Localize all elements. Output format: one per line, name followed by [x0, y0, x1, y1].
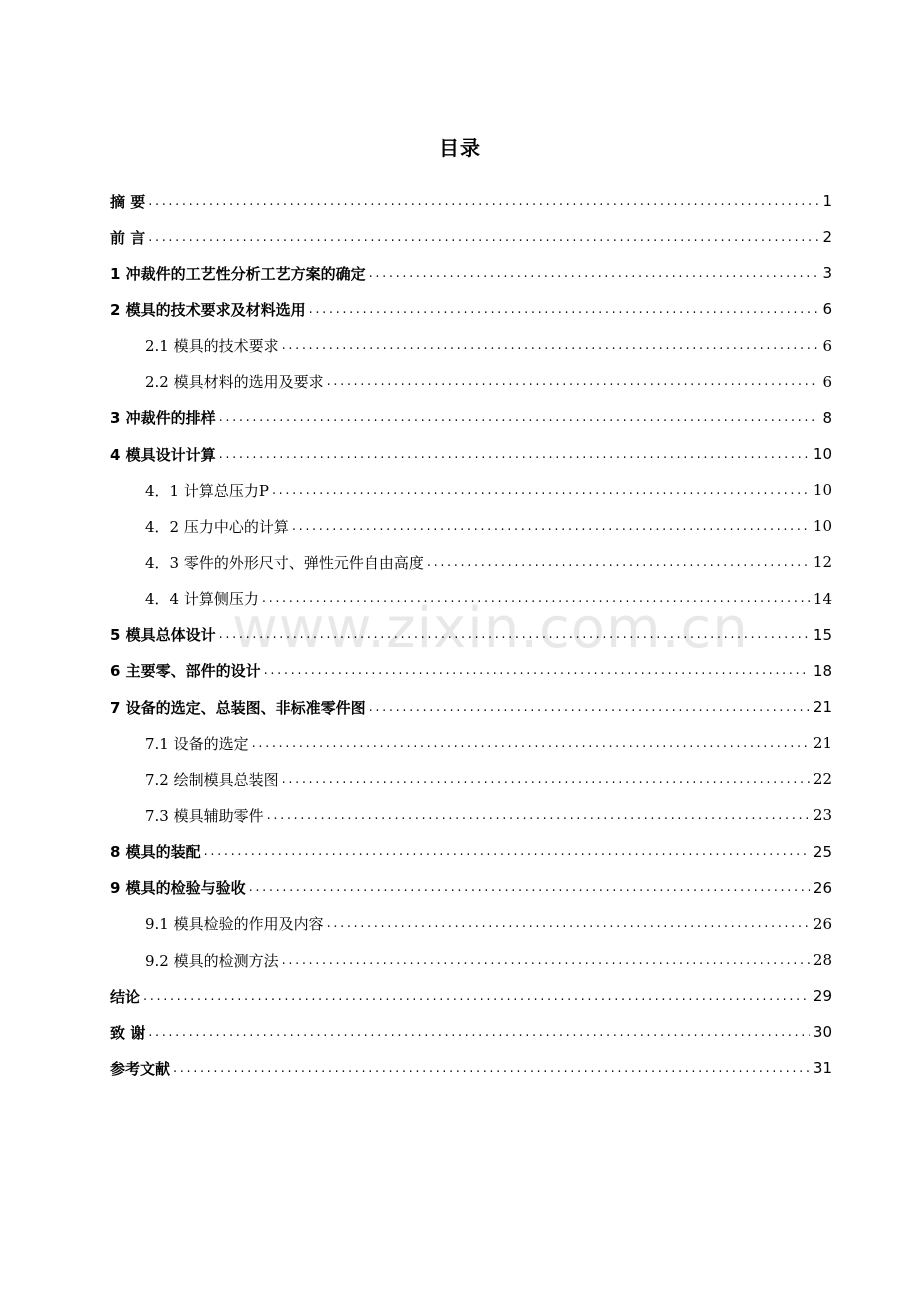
toc-subentry[interactable] — [110, 508, 832, 544]
dot-leader — [148, 230, 819, 245]
toc-entry-title: 4．4 计算侧压力 — [145, 590, 259, 609]
toc-page-number: 31 — [812, 1059, 832, 1078]
toc-entry-title: 7.3 模具辅助零件 — [145, 806, 264, 825]
dot-leader — [427, 555, 810, 570]
toc-entry-title: 前 言 — [110, 228, 146, 247]
page-title: 目录 — [439, 136, 481, 160]
toc-subentry[interactable] — [110, 906, 832, 942]
dot-leader — [327, 916, 810, 931]
toc-entry[interactable] — [110, 400, 832, 436]
toc-entry-title: 参考文献 — [110, 1059, 171, 1078]
toc-page-number: 26 — [812, 878, 832, 897]
dot-leader — [252, 736, 810, 751]
toc-page-number: 21 — [812, 698, 832, 717]
dot-leader — [264, 663, 810, 678]
toc-entry-title: 6 主要零、部件的设计 — [110, 662, 261, 681]
toc-page-number: 23 — [812, 806, 832, 825]
toc-entry[interactable] — [110, 834, 832, 870]
dot-leader — [272, 483, 810, 498]
table-of-contents — [110, 183, 832, 1087]
toc-entry-title: 9.1 模具检验的作用及内容 — [145, 915, 324, 934]
toc-page-number: 14 — [812, 589, 832, 608]
toc-page-number: 10 — [812, 481, 832, 500]
toc-entry-title: 摘 要 — [110, 192, 146, 211]
toc-page-number: 10 — [812, 517, 832, 536]
toc-entry-title: 7.2 绘制模具总装图 — [145, 770, 279, 789]
toc-entry[interactable] — [110, 1014, 832, 1050]
toc-page-number: 22 — [812, 770, 832, 789]
toc-subentry[interactable] — [110, 544, 832, 580]
dot-leader — [282, 953, 810, 968]
toc-page-number: 10 — [812, 445, 832, 464]
toc-page-number: 30 — [812, 1023, 832, 1042]
toc-page-number: 28 — [812, 951, 832, 970]
toc-entry-title: 7.1 设备的选定 — [145, 734, 249, 753]
toc-entry-title: 8 模具的装配 — [110, 843, 201, 862]
toc-entry-title: 5 模具总体设计 — [110, 626, 216, 645]
toc-entry[interactable] — [110, 183, 832, 219]
dot-leader — [282, 772, 810, 787]
toc-entry-title: 2.2 模具材料的选用及要求 — [145, 373, 324, 392]
toc-page-number: 15 — [812, 625, 832, 644]
toc-page-number: 29 — [812, 987, 832, 1006]
toc-subentry[interactable] — [110, 581, 832, 617]
toc-page-number: 21 — [812, 734, 832, 753]
toc-entry[interactable] — [110, 291, 832, 327]
toc-entry-title: 4．2 压力中心的计算 — [145, 517, 289, 536]
dot-leader — [219, 447, 810, 462]
toc-page-number: 26 — [812, 914, 832, 933]
toc-entry[interactable] — [110, 1050, 832, 1086]
toc-entry-title: 4 模具设计计算 — [110, 445, 216, 464]
toc-entry-title: 9 模具的检验与验收 — [110, 879, 246, 898]
toc-page-number: 12 — [812, 553, 832, 572]
toc-entry[interactable] — [110, 255, 832, 291]
toc-subentry[interactable] — [110, 364, 832, 400]
dot-leader — [292, 519, 810, 534]
toc-page-number: 1 — [822, 192, 832, 211]
toc-page-number: 25 — [812, 842, 832, 861]
toc-page-number: 6 — [822, 300, 832, 319]
dot-leader — [219, 410, 819, 425]
toc-entry-title: 1 冲裁件的工艺性分析工艺方案的确定 — [110, 264, 366, 283]
watermark: www.zixin.com.cn — [232, 596, 749, 661]
toc-entry-title: 4．1 计算总压力P — [145, 481, 269, 500]
dot-leader — [219, 627, 810, 642]
toc-page-number: 2 — [822, 228, 832, 247]
toc-subentry[interactable] — [110, 761, 832, 797]
toc-entry-title: 3 冲裁件的排样 — [110, 409, 216, 428]
dot-leader — [204, 844, 810, 859]
dot-leader — [369, 266, 819, 281]
toc-entry[interactable] — [110, 653, 832, 689]
dot-leader — [282, 338, 819, 353]
dot-leader — [143, 989, 810, 1004]
dot-leader — [369, 700, 810, 715]
toc-page-number: 3 — [822, 264, 832, 283]
dot-leader — [327, 374, 819, 389]
toc-entry-title: 4．3 零件的外形尺寸、弹性元件自由高度 — [145, 553, 424, 572]
toc-entry-title: 9.2 模具的检测方法 — [145, 951, 279, 970]
dot-leader — [262, 591, 810, 606]
toc-entry-title: 结论 — [110, 987, 141, 1006]
toc-subentry[interactable] — [110, 472, 832, 508]
dot-leader — [309, 302, 819, 317]
toc-entry[interactable] — [110, 617, 832, 653]
toc-subentry[interactable] — [110, 797, 832, 833]
toc-entry[interactable] — [110, 870, 832, 906]
toc-subentry[interactable] — [110, 328, 832, 364]
dot-leader — [173, 1061, 810, 1076]
toc-entry-title: 2.1 模具的技术要求 — [145, 337, 279, 356]
toc-entry[interactable] — [110, 219, 832, 255]
dot-leader — [148, 1025, 810, 1040]
dot-leader — [249, 880, 810, 895]
toc-subentry[interactable] — [110, 942, 832, 978]
toc-page-number: 8 — [822, 408, 832, 427]
dot-leader — [267, 808, 810, 823]
toc-entry-title: 致 谢 — [110, 1023, 146, 1042]
toc-entry-title: 7 设备的选定、总装图、非标准零件图 — [110, 698, 366, 717]
toc-page-number: 6 — [822, 372, 832, 391]
toc-entry[interactable] — [110, 978, 832, 1014]
dot-leader — [148, 194, 819, 209]
toc-subentry[interactable] — [110, 725, 832, 761]
toc-entry[interactable] — [110, 689, 832, 725]
toc-page-number: 18 — [812, 661, 832, 680]
toc-entry-title: 2 模具的技术要求及材料选用 — [110, 300, 306, 319]
toc-page-number: 6 — [822, 336, 832, 355]
toc-entry[interactable] — [110, 436, 832, 472]
